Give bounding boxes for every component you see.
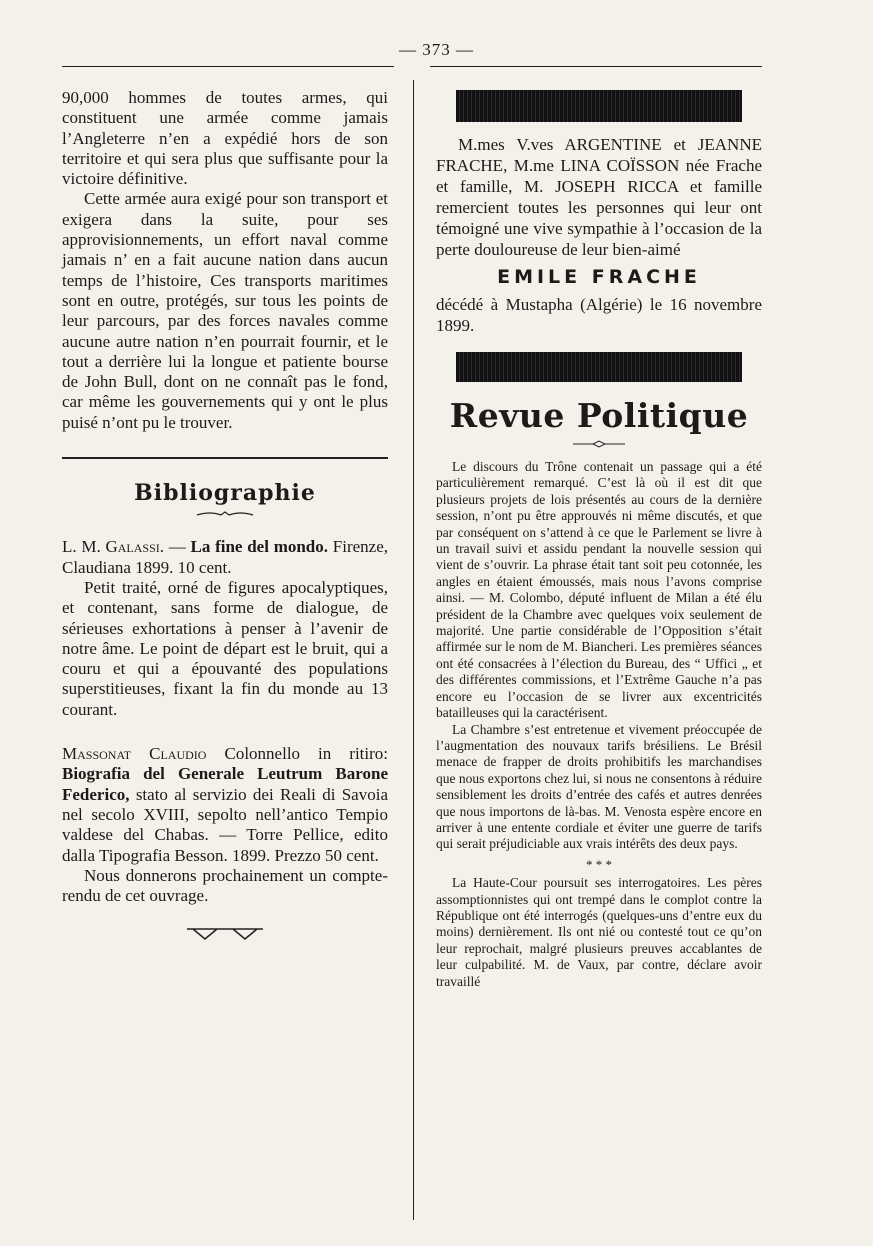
revue-paragraph: La Chambre s’est entretenue et vivement préoccupée de l’augmentation des nouvaux tarifs brésiliens. Le Brésil menace de frapper de droits prohibitifs les marchandises que nous exportons chez lui, si nous ne consentons à réduire sensiblement les droits d’entrée des cafés et autres denrées que nous importons de là-bas. M. Venosta espère encore en arriver à une entente cordiale et éviter une guerre de tarifs qui serait préjudiciable aux vrais intérêts des deux pays. (436, 721, 762, 852)
entry-description: Petit traité, orné de figures apocalyptiques, et contenant, sans forme de dialogue, de sérieuses exhortations à penser à l’avenir de notre âme. Le point de départ est le bruit, qui a couru et qui a épouvanté des populations superstitieuses, fixant la fin du monde au 13 courant. (62, 577, 388, 719)
funeral-notice: M.mes V.ves ARGENTINE et JEANNE FRACHE, M.me LINA COÏSSON née Frache et famille, M. JOSEPH RICCA et famille remercient toutes les personnes qui leur ont témoigné une vive sympathie à l’occasion de la perte douloureuse de leur bien-aimé (436, 135, 762, 259)
entry-author-rest: Colonnello in ritiro: (224, 744, 388, 764)
revue-paragraph: Le discours du Trône contenait un passage qui a été particulièrement remarqué. C’est là où il est dit que plusieurs projets de lois présentés au cours de la dernière session, n’ont pu être approuvés ni même discutés, et que par conséquent on s’attend à ce que le Parlement se livre à un travail suivi et assidu pendant la nouvelle session qui vient de s’ouvrir. La phrase était tant soit peu cotonnée, les angles en étaient émoussés, mais nous l’avons comprise ainsi. — M. Colombo, député influent de Milan a été élu président de la Chambre avec quelques voix seulement de majorité. Une partie considérable de l’Opposition s’était affirmée sur le nom de M. Biancheri. Les premières séances ont été consacrées à l’élection du Bureau, des “ Uffici „ et des différentes commissions, et l’Extrême Gauche n’a pas encore eu l’occasion de se livrer aux excentricités batailleuses qui la caractérisent. (436, 459, 762, 721)
notice-end: décédé à Mustapha (Algérie) le 16 novembre 1899. (436, 295, 762, 335)
end-ornament-icon (185, 926, 265, 942)
entry-title: La fine del mondo. (190, 537, 329, 557)
bibliography-entry (62, 537, 388, 720)
entry-title: Biografia del Generale Leutrum Barone Federico, (62, 764, 388, 804)
black-banner (456, 90, 742, 122)
entry-description: Nous donnerons prochainement un compte-rendu de cet ouvrage. (62, 865, 388, 906)
bibliography-entry (62, 744, 388, 906)
revue-paragraph: La Haute-Cour poursuit ses interrogatoires. Les pères assomptionnistes qui ont trempé dans le complot contre la République ont été interrogés (quelques-uns d’entre eux du moins) dernièrement. Ils ont nié ou contesté tout ce qu’on leur reprochait, malgré plusieurs preuves accablantes de leur culpabilité. M. de Vaux, par contre, déclare avoir travaillé (436, 875, 762, 989)
ornament-icon (195, 509, 255, 519)
revue-body (436, 459, 762, 990)
ornament-icon (569, 439, 629, 449)
entry-author: L. M. Galassi. — (62, 537, 186, 557)
column-divider (413, 80, 414, 1220)
top-rule-left (62, 66, 394, 67)
top-rule-right (430, 66, 762, 67)
section-separator: * * * (586, 856, 612, 872)
entry-publication: stato al servizio dei Reali di Savoia nel secolo XVIII, sepolto nell’antico Tempio valdese del Chabas. — Torre Pellice, edito dalla Tipografia Besson. 1899. Prezzo 50 cent. (62, 784, 389, 865)
entry-author: Massonat Claudio (62, 744, 207, 764)
right-column (436, 90, 762, 990)
article-continuation: 90,000 hommes de toutes armes, qui constituent une armée comme jamais l’Angleterre n’en a expédié hors de son territoire et qui sera plus que suffisante pour la victoire définitive. (62, 88, 388, 189)
page-number: — 373 — (399, 40, 474, 59)
black-banner (456, 352, 742, 382)
section-rule (62, 457, 388, 459)
revue-heading: Revue Politique (449, 396, 749, 435)
bibliography-heading: Bibliographie (134, 480, 316, 507)
entry-publication: Firenze, Claudiana 1899. 10 cent. (62, 537, 388, 577)
deceased-name: EMILE FRACHE (497, 266, 701, 288)
article-paragraph: Cette armée aura exigé pour son transport et exigera dans la suite, pour ses approvisionnements, un effort naval comme jamais n’ en a fait aucune nation dans aucun temps de l’histoire, Ces transports maritimes sont en outre, protégés, sur tous les points de leur parcours, par des forces navales comme aucune autre nation n’en pourrait fournir, et le tout a derrière lui la longue et patiente bourse de John Bull, dont on ne connaît pas le fond, car même les gouvernements qui y ont le plus puisé n’ont pu le trouver. (62, 189, 388, 432)
left-column (62, 88, 388, 942)
